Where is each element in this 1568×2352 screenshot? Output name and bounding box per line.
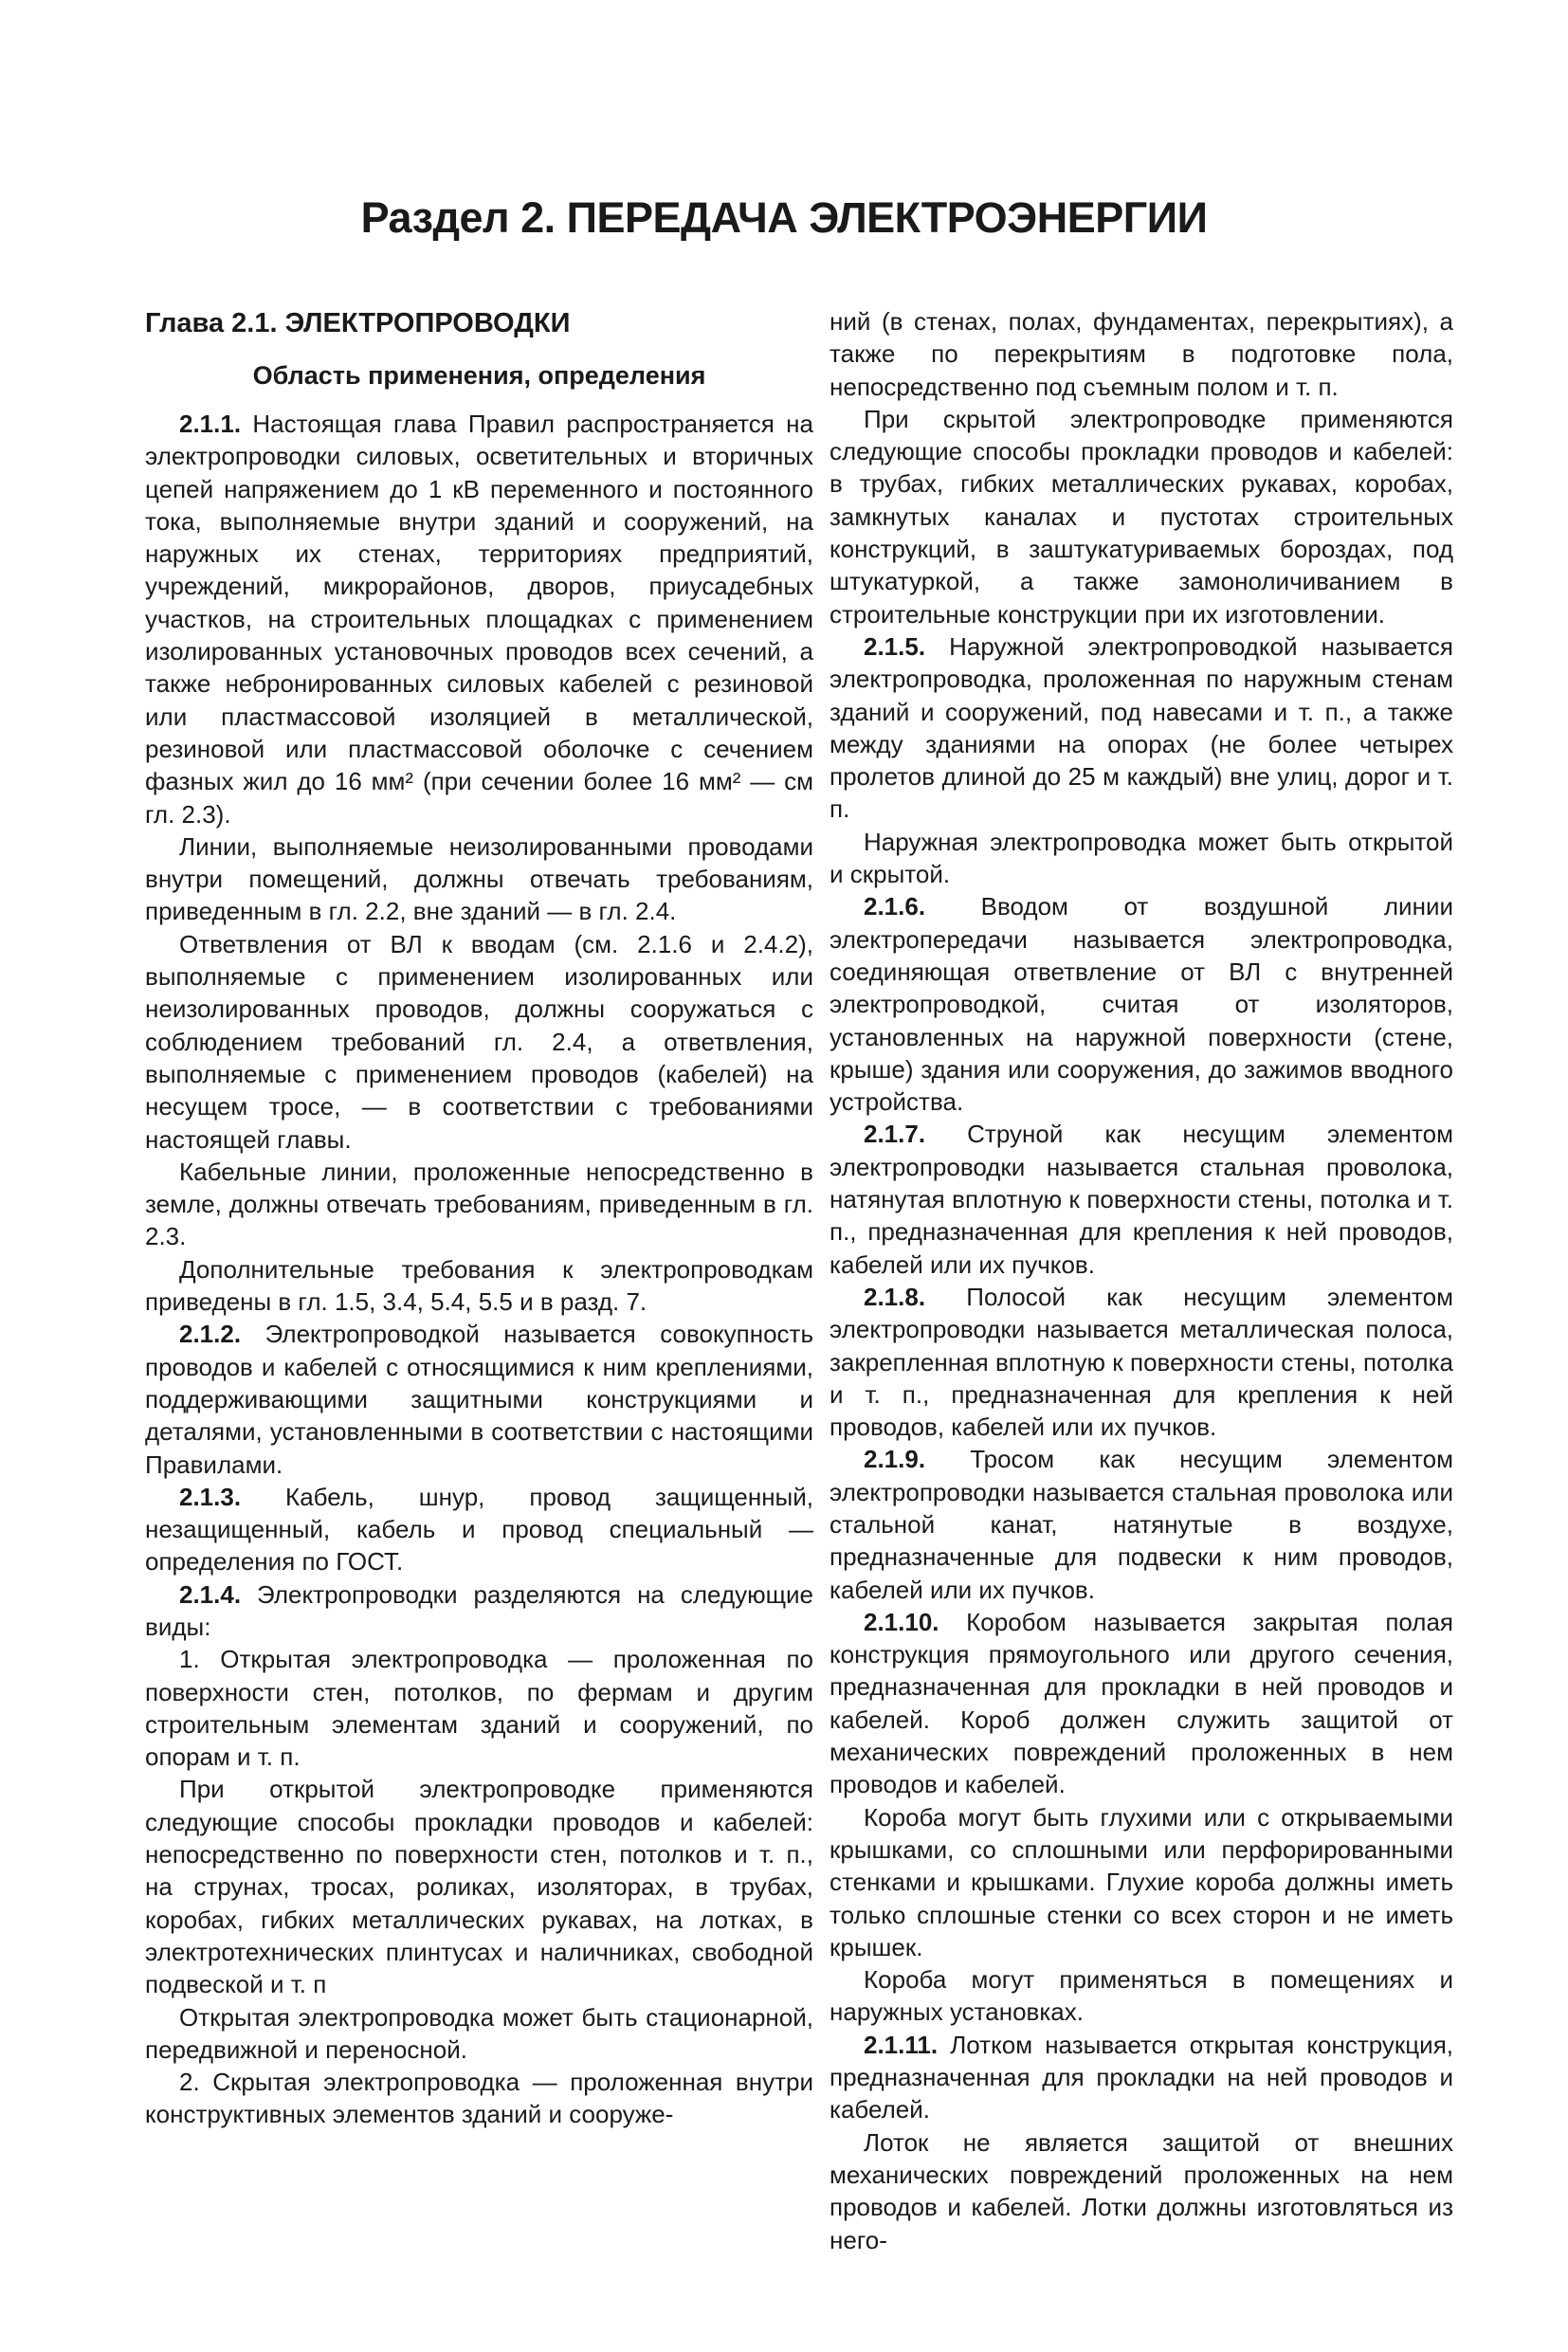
paragraph-text: Лотком называется открытая конструкция, предназначенная для прокладки на ней проводов и кабелей. [830,2030,1453,2124]
paragraph: При открытой электропроводке применяются следующие способы прокладки проводов и кабелей: непосредственно по поверхности стен, потолков и т. п., на струнах, тросах, роликах, изоляторах, в трубах, коробах, гибких металлических рукавах, на лотках, в электротехнических плинтусах и наличниках, свободной подвеской и т. п [145,1775,813,1999]
chapter-title: Глава 2.1. ЭЛЕКТРОПРОВОДКИ [145,308,571,338]
clause-number: 2.1.8. [864,1282,926,1311]
paragraph-text: Наружной электропроводкой называется электропроводка, проложенная по наружным стенам зданий и сооружений, под навесами и т. п., а также между зданиями на опорах (не более четырех пролетов длиной до 25 м каждый) вне улиц, дорог и т. п. [830,631,1453,824]
paragraph-2-1-8 [830,1281,1453,1443]
clause-number: 2.1.7. [864,1120,926,1149]
paragraph-text: Коробом называется закрытая полая конструкция прямоугольного или другого сечения, предназначенная для прокладки в ней проводов и кабелей. Короб должен служить защитой от механических повреждений проложенных в нем проводов и кабелей. [830,1607,1453,1799]
paragraph: Лоток не является защитой от внешних механических повреждений проложенных на нем проводов и кабелей. Лотки должны изготовляться из него- [830,2127,1453,2254]
paragraph-2-1-10 [830,1606,1453,1801]
paragraph: Кабельные линии, проложенные непосредственно в земле, должны отвечать требованиям, приведенным в гл. 2.3. [145,1157,813,1251]
paragraph-2-1-7 [830,1118,1453,1280]
paragraph: 2. Скрытая электропроводка — проложенная внутри конструктивных элементов зданий и сооруже- [145,2068,813,2129]
paragraph: При скрытой электропроводке применяются следующие способы прокладки проводов и кабелей: в трубах, гибких металлических рукавах, коробах, замкнутых каналах и пустотах строительных конструкций, в заштукатуриваемых бороздах, под штукатуркой, а также замоноличиванием в строительные конструкции при их изготовлении. [830,404,1453,629]
paragraph-2-1-1 [145,408,813,830]
clause-number: 2.1.11. [864,2030,939,2059]
right-column [830,305,1453,2256]
paragraph-2-1-9 [830,1443,1453,1605]
clause-number: 2.1.2. [179,1320,242,1349]
paragraph-text: Тросом как несущим элементом электропроводки называется стальная проволока или стальной канат, натянутые в воздухе, предназначенные для подвески к ним проводов, кабелей или их пучков. [830,1445,1453,1604]
clause-number: 2.1.9. [864,1445,926,1474]
paragraph-2-1-2 [145,1318,813,1480]
paragraph-2-1-11 [830,2029,1453,2126]
paragraph-text: Кабель, шнур, провод защищенный, незащищенный, кабель и провод специальный — определения по ГОСТ. [145,1482,813,1577]
paragraph-2-1-4 [145,1578,813,1644]
clause-number: 2.1.1. [179,410,242,438]
clause-number: 2.1.6. [864,892,926,921]
paragraph-text: Электропроводкой называется совокупность проводов и кабелей с относящимися к ним креплениями, поддерживающими защитными конструкциями и деталями, установленными в соответствии с настоящими Правилами. [145,1320,813,1479]
paragraph-text: Полосой как несущим элементом электропроводки называется металлическая полоса, закрепленная вплотную к поверхности стены, потолка и т. п., предназначенная для крепления к ней проводов, кабелей или их пучков. [830,1282,1453,1442]
paragraph-text: Настоящая глава Правил распространяется на электропроводки силовых, осветительных и вторичных цепей напряжением до 1 кВ переменного и постоянного тока, выполняемые внутри зданий и сооружений, на наружных их стенах, территориях предприятий, учреждений, микрорайонов, дворов, приусадебных участков, на строительных площадках с применением изолированных установочных проводов всех сечений, а также небронированных силовых кабелей с резиновой или пластмассовой изоляцией в металлической, резиновой или пластмассовой оболочке с сечением фазных жил до 16 мм² (при сечении более 16 мм² — см гл. 2.3). [145,410,813,829]
clause-number: 2.1.3. [179,1482,242,1511]
paragraph-text: Вводом от воздушной линии электропередачи называется электропроводка, соединяющая ответвление от ВЛ с внутренней электропроводкой, считая от изоляторов, установленных на наружной поверхности (стене, крыше) здания или сооружения, до зажимов вводного устройства. [830,892,1453,1117]
paragraph: Короба могут применяться в помещениях и наружных установках. [830,1965,1453,2027]
paragraph-continuation: ний (в стенах, полах, фундаментах, перекрытиях), а также по перекрытиям в подготовке пола, непосредственно под съемным полом и т. п. [830,307,1453,401]
paragraph-2-1-6 [830,890,1453,1118]
section-title: Раздел 2. ПЕРЕДАЧА ЭЛЕКТРОЭНЕРГИИ [360,193,1208,242]
paragraph-2-1-3 [145,1481,813,1578]
left-column [145,305,813,2131]
paragraph-text: Струной как несущим элементом электропроводки называется стальная проволока, натянутая вплотную к поверхности стены, потолка и т. п., предназначенная для крепления к ней проводов, кабелей или их пучков. [830,1120,1453,1279]
paragraph: Ответвления от ВЛ к вводам (см. 2.1.6 и 2.4.2), выполняемые с применением изолированных или неизолированных проводов, должны сооружаться с соблюдением требований гл. 2.4, а ответвления, выполняемые с применением проводов (кабелей) на несущем тросе, — в соответствии с требованиями настоящей главы. [145,929,813,1154]
paragraph: Линии, выполняемые неизолированными проводами внутри помещений, должны отвечать требованиям, приведенным в гл. 2.2, вне зданий — в гл. 2.4. [145,831,813,926]
clause-number: 2.1.5. [864,631,926,661]
paragraph-text: Электропроводки разделяются на следующие виды: [145,1579,813,1641]
subsection-title: Область применения, определения [252,361,706,390]
clause-number: 2.1.4. [179,1579,242,1609]
paragraph: Наружная электропроводка может быть открытой и скрытой. [830,827,1453,889]
paragraph: Открытая электропроводка может быть стационарной, передвижной и переносной. [145,2002,813,2064]
paragraph: 1. Открытая электропроводка — проложенная по поверхности стен, потолков, по фермам и другим строительным элементам зданий и сооружений, по опорам и т. п. [145,1645,813,1772]
paragraph-2-1-5 [830,630,1453,826]
clause-number: 2.1.10. [864,1607,939,1636]
paragraph: Дополнительные требования к электропроводкам приведены в гл. 1.5, 3.4, 5.4, 5.5 и в разд. 7. [145,1254,813,1317]
paragraph: Короба могут быть глухими или с открываемыми крышками, со сплошными или перфорированными стенками и крышками. Глухие короба должны иметь только сплошные стенки со всех сторон и не иметь крышек. [830,1802,1453,1961]
